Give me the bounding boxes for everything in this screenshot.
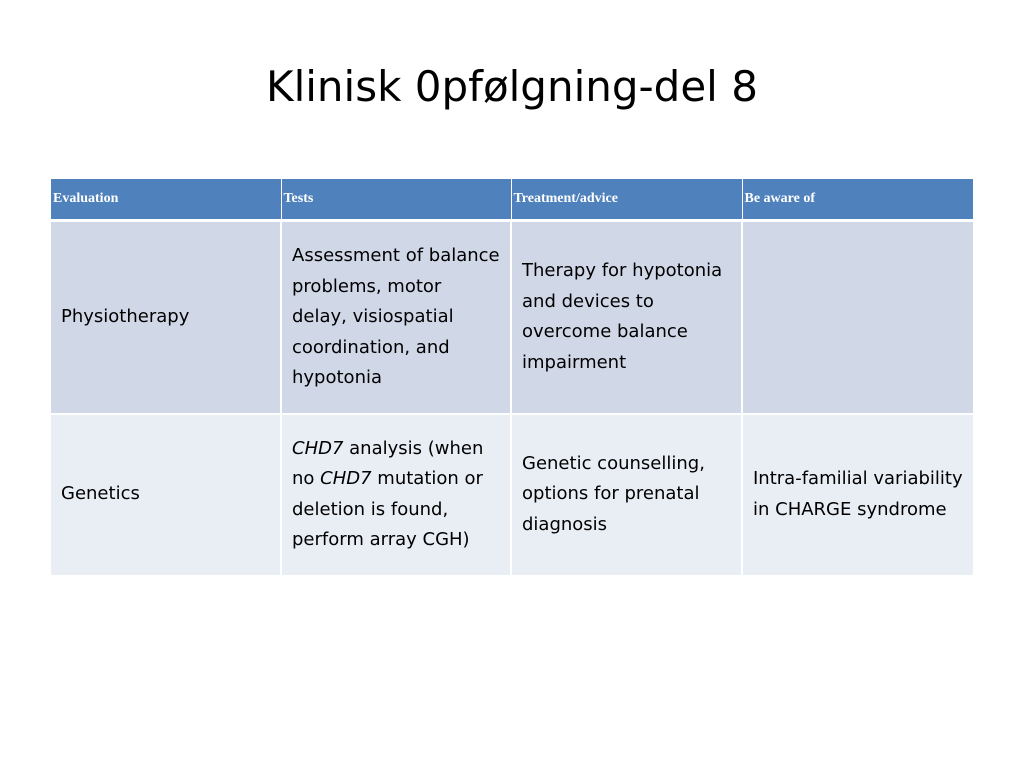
cell-treatment: Therapy for hypotonia and devices to overcome balance impairment [511,221,742,414]
tests-text: mutation or deletion is found, perform array CGH) [292,468,483,550]
table-row [51,414,973,576]
header-treatment: Treatment/advice [511,179,742,221]
slide-title: Klinisk 0pfølgning-del 8 [266,62,758,111]
cell-be-aware-of: Intra-familial variability in CHARGE syndrome [742,414,973,576]
tests-text: analysis (when no [292,437,484,489]
gene-name: CHD7 [292,437,344,459]
clinical-followup-table [51,179,973,577]
cell-treatment: Genetic counselling, options for prenatal diagnosis [511,414,742,576]
cell-tests [281,414,511,576]
table-header-row [51,179,973,221]
cell-tests: Assessment of balance problems, motor delay, visiospatial coordination, and hypotonia [281,221,511,414]
header-tests: Tests [281,179,511,221]
gene-name: CHD7 [320,468,372,489]
cell-evaluation: Physiotherapy [51,221,281,414]
header-be-aware-of: Be aware of [742,179,973,221]
cell-be-aware-of [742,221,973,414]
header-evaluation: Evaluation [51,179,281,221]
cell-evaluation: Genetics [51,414,281,576]
table-row [51,221,973,414]
